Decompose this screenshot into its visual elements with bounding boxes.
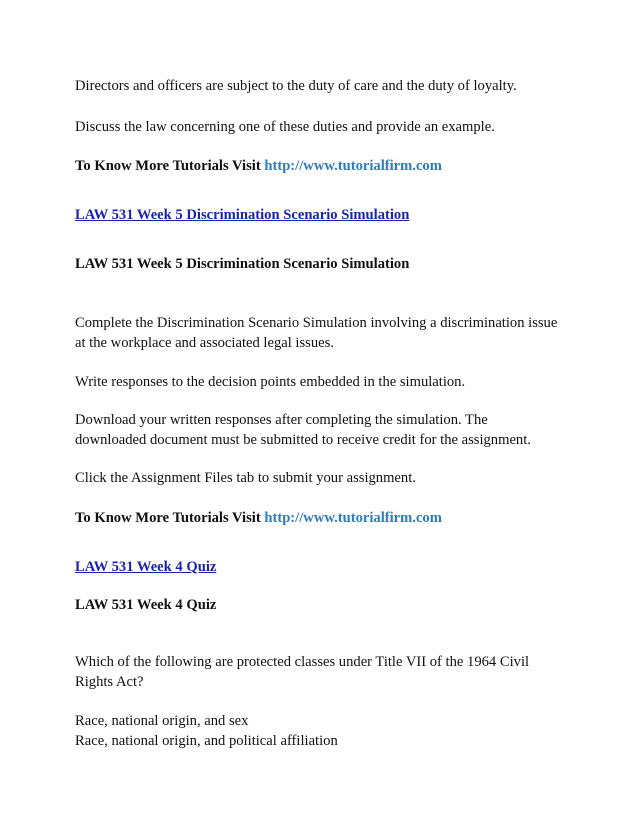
paragraph: Download your written responses after completing the simulation. The [75, 412, 488, 428]
answer-option: Race, national origin, and sex [75, 713, 249, 729]
paragraph: Complete the Discrimination Scenario Simulation involving a discrimination issue [75, 315, 558, 331]
question-text: Rights Act? [75, 674, 144, 690]
section-heading: LAW 531 Week 4 Quiz [75, 597, 217, 613]
course-link [75, 205, 409, 225]
question-text: Which of the following are protected classes under Title VII of the 1964 Civil [75, 654, 530, 670]
paragraph: Click the Assignment Files tab to submit your assignment. [75, 470, 416, 486]
paragraph: at the workplace and associated legal issues. [75, 335, 334, 351]
promo-url-link[interactable]: http://www.tutorialfirm.com [264, 158, 442, 174]
week4-quiz-link[interactable]: LAW 531 Week 4 Quiz [75, 559, 217, 575]
section-heading: LAW 531 Week 5 Discrimination Scenario Simulation [75, 256, 410, 272]
promo-url-link[interactable]: http://www.tutorialfirm.com [264, 510, 442, 526]
promo-line [75, 156, 442, 176]
week5-simulation-link[interactable]: LAW 531 Week 5 Discrimination Scenario Simulation [75, 207, 410, 223]
promo-label: To Know More Tutorials Visit [75, 510, 261, 526]
course-link [75, 557, 216, 577]
paragraph: Write responses to the decision points embedded in the simulation. [75, 374, 466, 390]
paragraph: downloaded document must be submitted to receive credit for the assignment. [75, 432, 531, 448]
paragraph: Directors and officers are subject to the duty of care and the duty of loyalty. [75, 78, 517, 94]
paragraph: Discuss the law concerning one of these duties and provide an example. [75, 119, 495, 135]
promo-line [75, 508, 442, 528]
promo-label: To Know More Tutorials Visit [75, 158, 261, 174]
answer-option: Race, national origin, and political affiliation [75, 733, 338, 749]
